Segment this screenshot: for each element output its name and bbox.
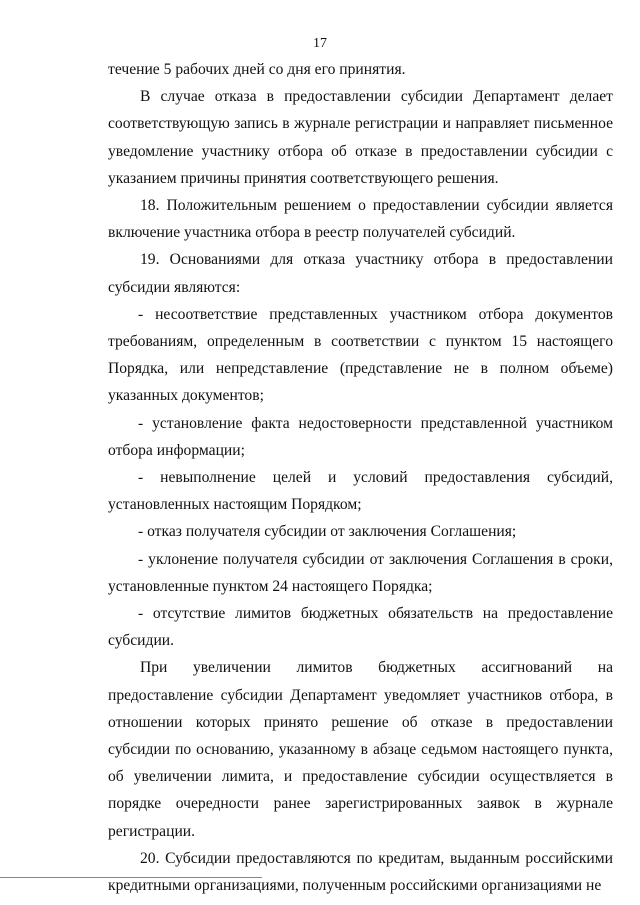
bottom-divider bbox=[0, 877, 262, 878]
list-item-documents: - несоответствие представленных участником отбора документов требованиям, определенным в соответствии с пунктом 15 настоящего Порядка, или непредставление (представление не в полном объеме) указанных документов; bbox=[108, 305, 613, 405]
list-item-non-fulfillment: - невыполнение целей и условий предоставления субсидий, установленных настоящим Порядком; bbox=[108, 469, 613, 514]
paragraph-20: 20. Субсидии предоставляются по кредитам, выданным российскими кредитными организациями, полученным российскими организациями не bbox=[108, 849, 613, 895]
paragraph-19: 19. Основаниями для отказа участнику отбора в предоставлении субсидии являются: bbox=[108, 251, 613, 296]
paragraph-18: 18. Положительным решением о предоставлении субсидии является включение участника отбора в реестр получателей субсидий. bbox=[108, 197, 613, 242]
paragraph-continuation: течение 5 рабочих дней со дня его принятия. bbox=[108, 61, 406, 78]
page-number: 17 bbox=[313, 36, 327, 51]
document-body bbox=[108, 56, 613, 899]
list-item-refusal-agreement: - отказ получателя субсидии от заключения Соглашения; bbox=[138, 523, 517, 541]
list-item-no-limits: - отсутствие лимитов бюджетных обязательств на предоставление субсидии. bbox=[108, 605, 613, 650]
paragraph-limit-increase: При увеличении лимитов бюджетных ассигнований на предоставление субсидии Департамент уведомляет участников отбора, в отношении которых принято решение об отказе в предоставлении субсидии по основанию, указанному в абзаце седьмом настоящего пункта, об увеличении лимита, и предоставление субсидии осуществляется в порядке очередности ранее зарегистрированных заявок в журнале регистрации. bbox=[108, 659, 613, 840]
list-item-evasion-agreement: - уклонение получателя субсидии от заключения Соглашения в сроки, установленные пунктом 24 настоящего Порядка; bbox=[108, 550, 613, 595]
paragraph-refusal-record: В случае отказа в предоставлении субсидии Департамент делает соответствующую запись в журнале регистрации и направляет письменное уведомление участнику отбора об отказе в предоставлении субсидии с указанием причины принятия соответствующего решения. bbox=[108, 88, 613, 187]
list-item-unreliable-info: - установление факта недостоверности представленной участником отбора информации; bbox=[108, 414, 613, 459]
